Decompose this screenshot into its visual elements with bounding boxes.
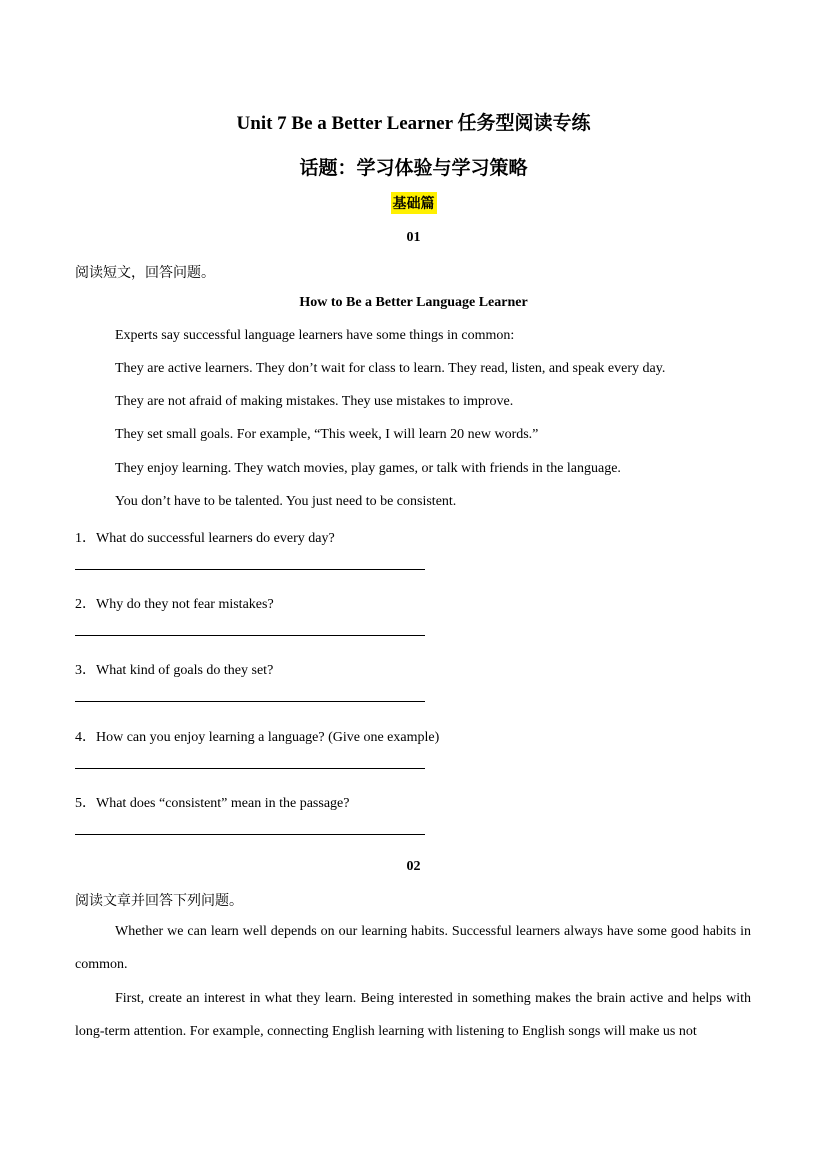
answer-line-3[interactable]	[75, 701, 425, 702]
section2-paragraph-1: Whether we can learn well depends on our learning habits. Successful learners always have some good habits in common.	[75, 924, 751, 972]
section2-instruction: 阅读文章并回答下列问题。	[75, 894, 243, 909]
section2-paragraph-2: First, create an interest in what they learn. Being interested in something makes the brain active and helps with long-term attention. For example, connecting English learning with listening to English songs will make us not	[75, 991, 751, 1039]
page-title: Unit 7 Be a Better Learner 任务型阅读专练	[236, 113, 591, 134]
level-badge: 基础篇	[391, 192, 437, 214]
passage-line: They set small goals. For example, “This week, I will learn 20 new words.”	[115, 427, 539, 442]
passage-line: Experts say successful language learners have some things in common:	[115, 328, 515, 343]
passage-line: They enjoy learning. They watch movies, play games, or talk with friends in the language.	[115, 461, 621, 476]
question-4: 4．How can you enjoy learning a language? (Give one example)	[75, 730, 440, 745]
passage-line: They are active learners. They don’t wait for class to learn. They read, listen, and speak every day.	[115, 361, 666, 376]
question-3: 3．What kind of goals do they set?	[75, 663, 274, 678]
page-subtitle: 话题：学习体验与学习策略	[299, 158, 528, 179]
section-number-01: 01	[406, 230, 421, 245]
question-1: 1．What do successful learners do every day?	[75, 531, 335, 546]
answer-line-2[interactable]	[75, 635, 425, 636]
passage-line: You don’t have to be talented. You just need to be consistent.	[115, 494, 457, 509]
section1-instruction: 阅读短文，回答问题。	[75, 266, 215, 281]
section-number-02: 02	[406, 859, 421, 874]
answer-line-4[interactable]	[75, 768, 425, 769]
answer-line-5[interactable]	[75, 834, 425, 835]
question-2: 2．Why do they not fear mistakes?	[75, 597, 274, 612]
answer-line-1[interactable]	[75, 569, 425, 570]
passage-title: How to Be a Better Language Learner	[299, 295, 528, 310]
passage-line: They are not afraid of making mistakes. They use mistakes to improve.	[115, 394, 514, 409]
level-label-wrap	[0, 192, 827, 214]
question-5: 5．What does “consistent” mean in the passage?	[75, 796, 350, 811]
